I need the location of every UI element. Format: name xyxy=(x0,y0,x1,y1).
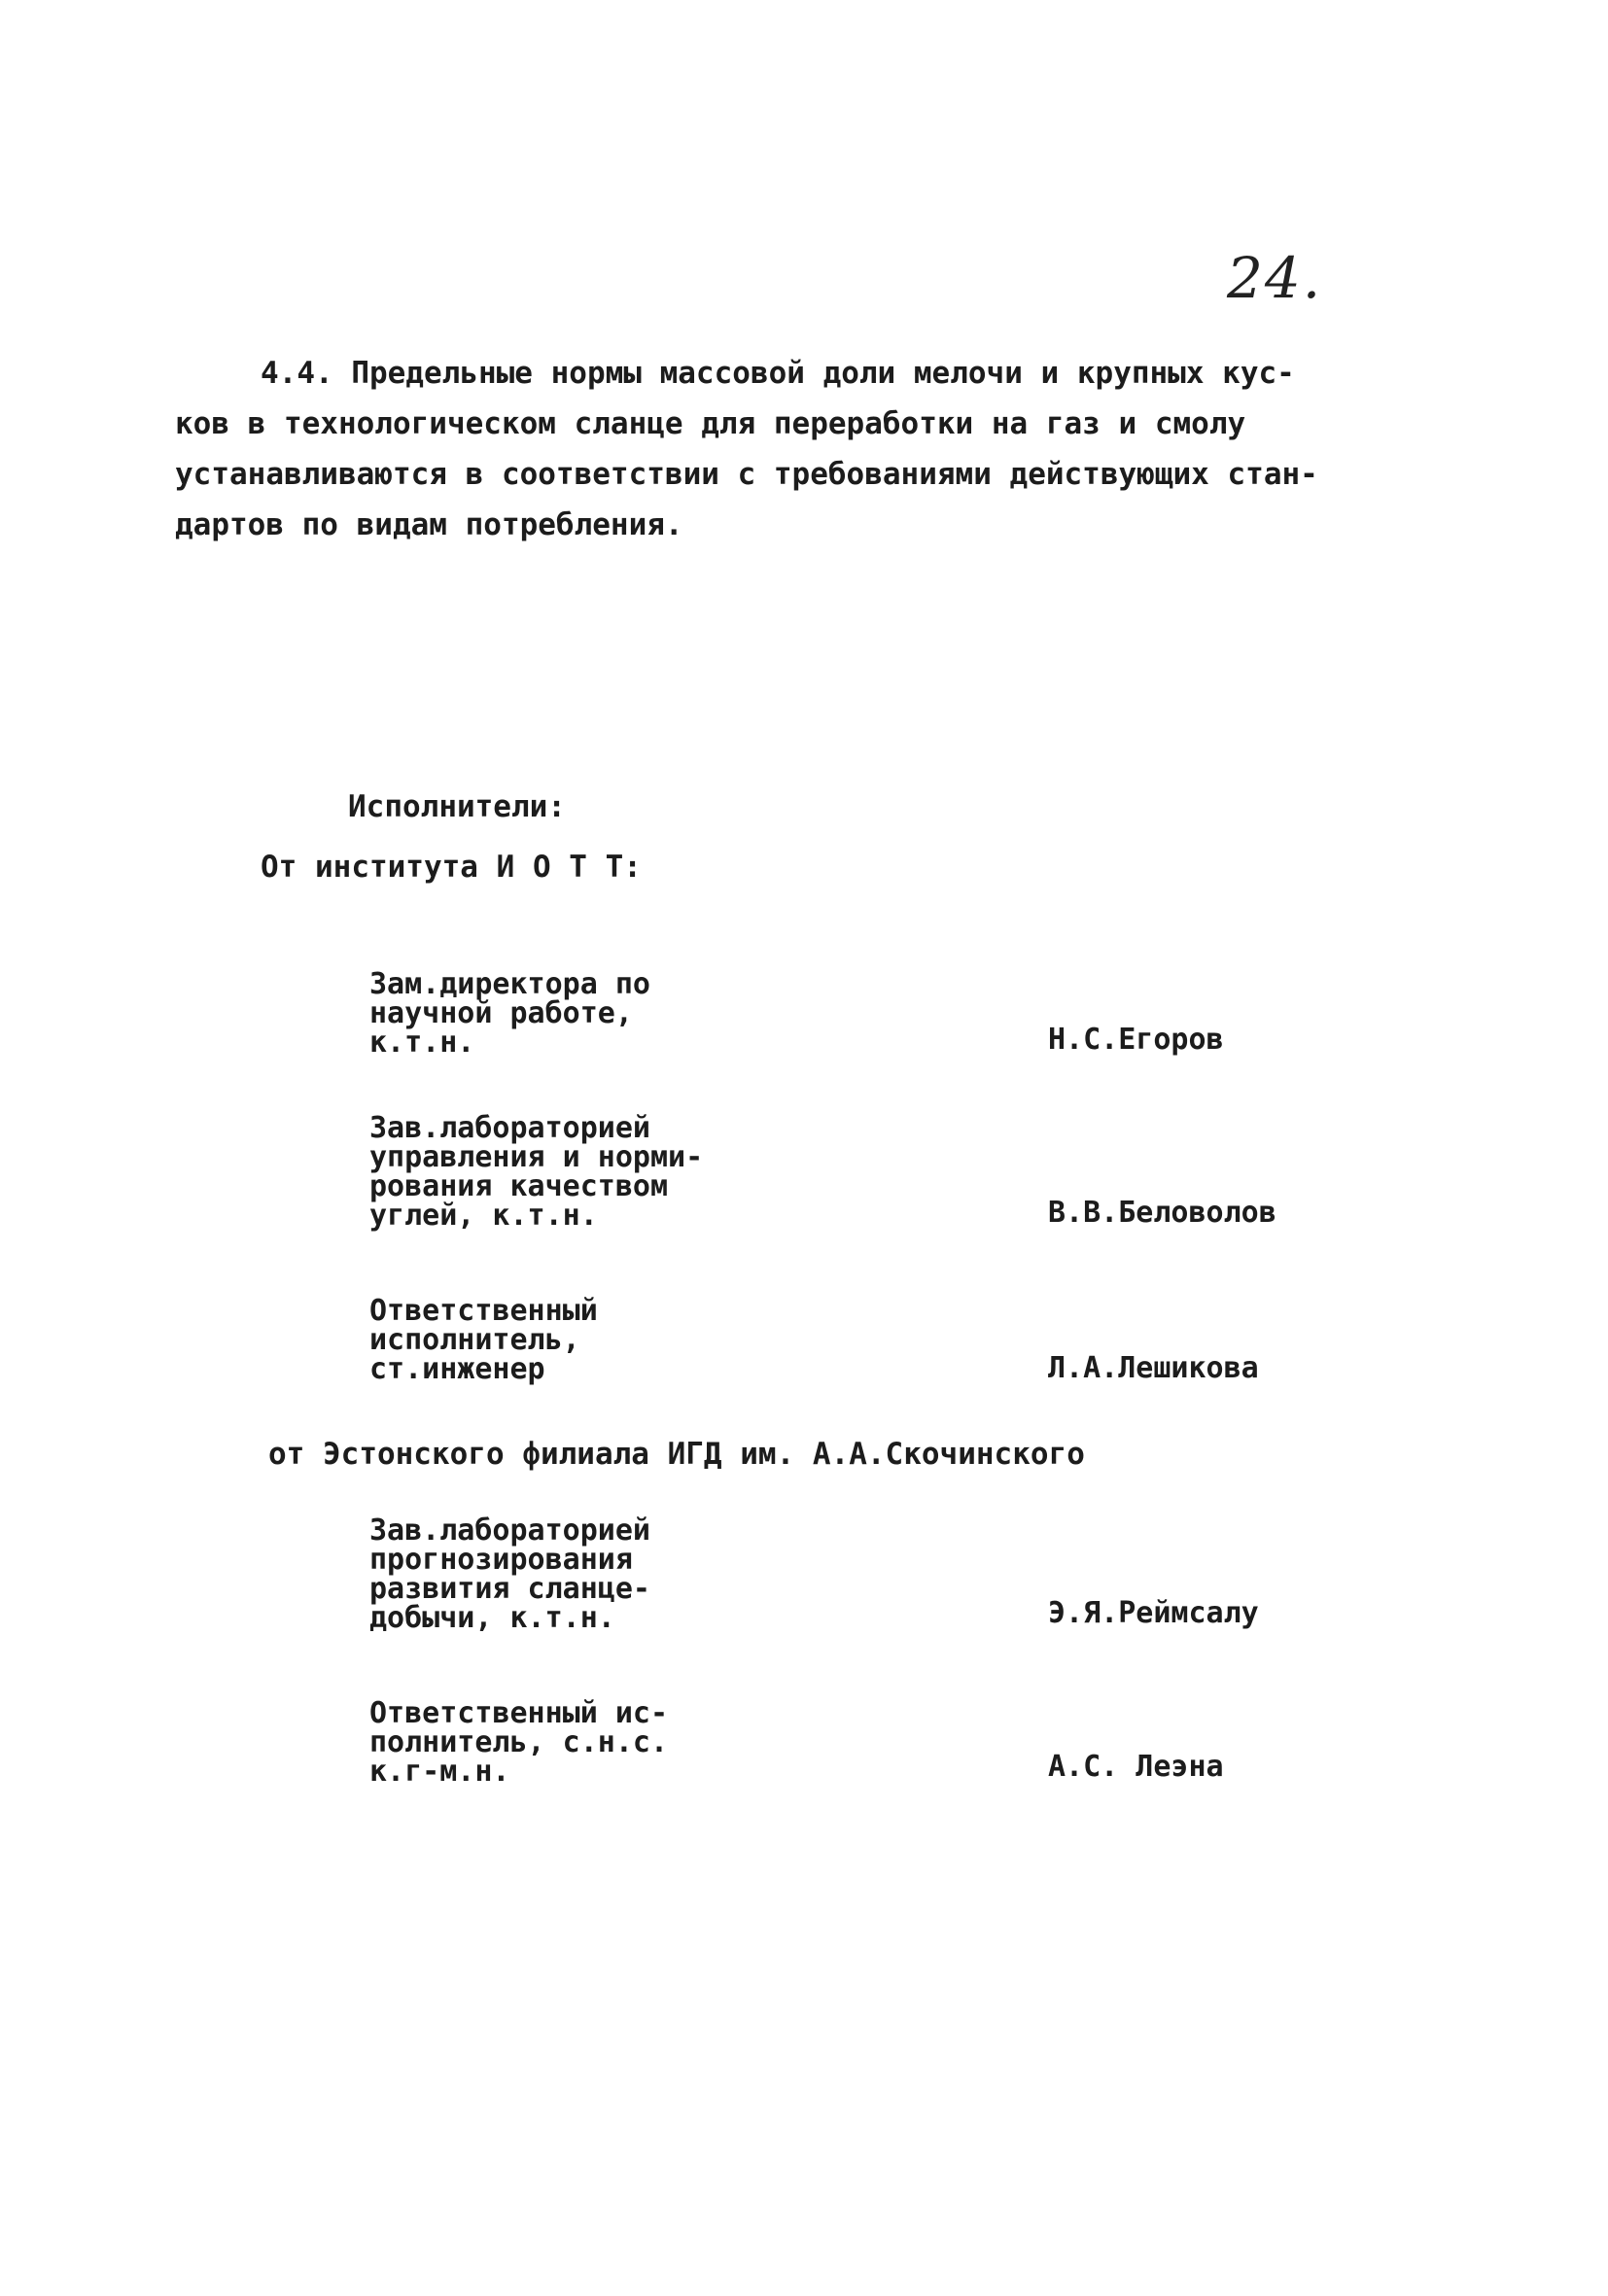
paragraph-line: дартов по видам потребления. xyxy=(175,507,683,542)
page-number: 24. xyxy=(1227,245,1323,311)
person-name-reimsalu: Э.Я.Реймсалу xyxy=(1048,1596,1259,1630)
paragraph-line: 4.4. Предельные нормы массовой доли мелочи и крупных кус- xyxy=(261,356,1295,391)
group-title-estonian-branch: от Эстонского филиала ИГД им. А.А.Скочинского xyxy=(268,1437,1085,1472)
section-4-4-paragraph xyxy=(175,348,1369,550)
person-name-leshikova: Л.А.Лешикова xyxy=(1048,1351,1259,1385)
group-title-iott: От института И О Т Т: xyxy=(261,850,642,885)
position-lab-head: Зав.лабораторией управления и норми- рования качеством углей, к.т.н. xyxy=(369,1111,704,1233)
position-responsible-executor-sns: Ответственный ис- полнитель, с.н.с. к.г-м.н. xyxy=(369,1696,669,1789)
person-name-leena: А.С. Леэна xyxy=(1048,1750,1224,1784)
person-name-belovolov: В.В.Беловолов xyxy=(1048,1196,1276,1230)
person-name-egorov: Н.С.Егоров xyxy=(1048,1023,1224,1057)
paragraph-line: ков в технологическом сланце для переработки на газ и смолу xyxy=(175,406,1246,441)
executors-heading: Исполнители: xyxy=(348,789,566,824)
position-lab-head-forecasting: Зав.лабораторией прогнозирования развития сланце- добычи, к.т.н. xyxy=(369,1513,650,1635)
paragraph-line: устанавливаются в соответствии с требованиями действующих стан- xyxy=(175,457,1318,492)
position-responsible-executor: Ответственный исполнитель, ст.инженер xyxy=(369,1294,598,1386)
position-deputy-director: Зам.директора по научной работе, к.т.н. xyxy=(369,967,650,1060)
